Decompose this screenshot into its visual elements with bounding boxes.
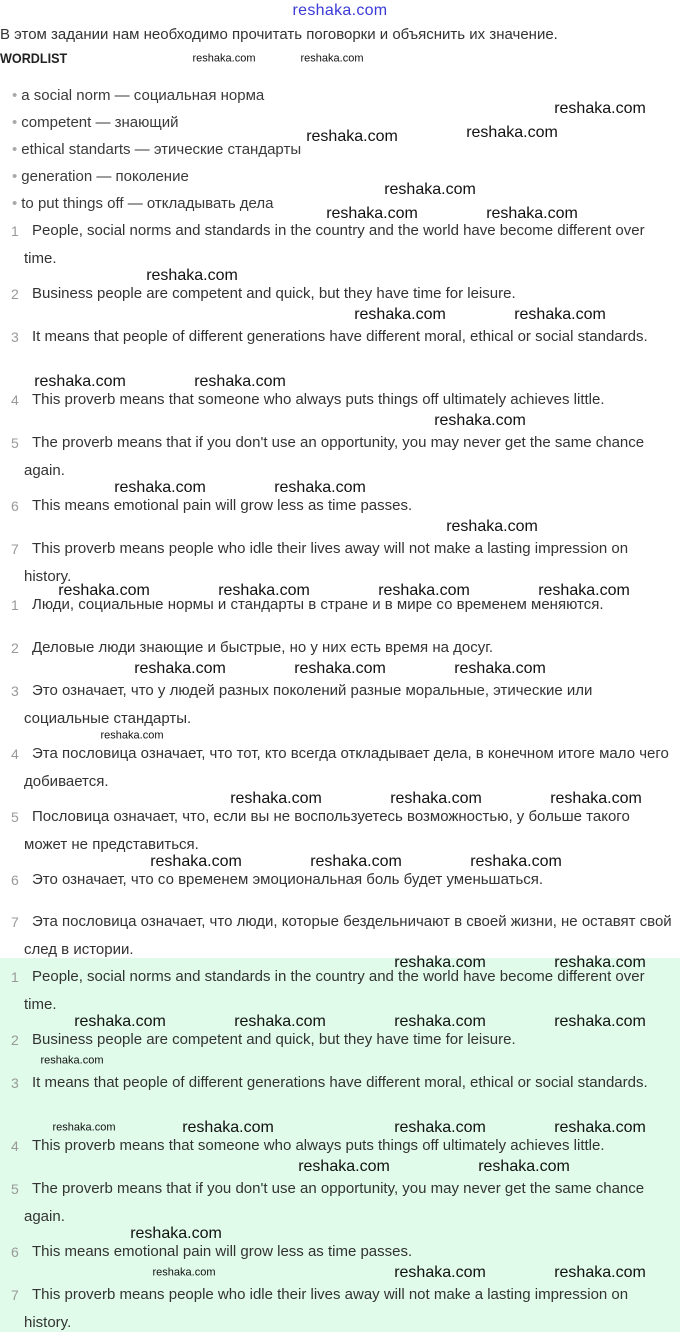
watermark: reshaka.com: [554, 1264, 646, 1281]
watermark: reshaka.com: [394, 1119, 486, 1136]
answer-text: This proverb means that someone who always puts things off ultimately achieves little.: [32, 1137, 605, 1154]
answer-number: 5: [11, 435, 19, 451]
watermark: reshaka.com: [152, 1266, 216, 1279]
answer-number: 4: [11, 1138, 19, 1154]
answer-item: [11, 803, 676, 859]
watermark: reshaka.com: [234, 1013, 326, 1030]
answer-text: Business people are competent and quick, but they have time for leisure.: [32, 285, 516, 302]
answer-number: 4: [11, 746, 19, 762]
answer-number: 1: [11, 969, 19, 985]
answer-text: Пословица означает, что, если вы не воспользуетесь возможностью, у больше такого может не представиться.: [24, 808, 630, 853]
answer-item: [11, 1175, 676, 1231]
answer-item: [11, 963, 676, 1019]
wordlist-item-text: ethical standarts — этические стандарты: [21, 141, 302, 158]
watermark: reshaka.com: [218, 582, 310, 599]
watermark: reshaka.com: [446, 518, 538, 535]
watermark: reshaka.com: [294, 660, 386, 677]
wordlist-title: WORDLIST: [0, 50, 68, 66]
watermark: reshaka.com: [300, 52, 364, 65]
watermark: reshaka.com: [230, 790, 322, 807]
watermark: reshaka.com: [394, 954, 486, 971]
watermark: reshaka.com: [466, 124, 558, 141]
answer-text: People, social norms and standards in the country and the world have become different over time.: [24, 222, 645, 267]
watermark: reshaka.com: [470, 853, 562, 870]
answer-text: This proverb means that someone who always puts things off ultimately achieves little.: [32, 391, 605, 408]
answer-item: [11, 591, 676, 619]
watermark: reshaka.com: [394, 1264, 486, 1281]
wordlist-item-text: to put things off — откладывать дела: [21, 195, 274, 212]
answer-number: 5: [11, 1181, 19, 1197]
answer-item: [11, 1069, 676, 1097]
bullet-icon: •: [12, 87, 18, 104]
watermark: reshaka.com: [538, 582, 630, 599]
answer-number: 5: [11, 809, 19, 825]
watermark: reshaka.com: [478, 1158, 570, 1175]
watermark: reshaka.com: [58, 582, 150, 599]
answer-text: This proverb means people who idle their lives away will not make a lasting impression on history.: [24, 540, 629, 585]
watermark: reshaka.com: [74, 1013, 166, 1030]
answer-text: Это означает, что у людей разных поколений разные моральные, этические или социальные стандарты.: [24, 682, 593, 727]
answer-text: This proverb means people who idle their lives away will not make a lasting impression on history.: [24, 1286, 629, 1331]
answer-text: People, social norms and standards in the country and the world have become different over time.: [24, 968, 645, 1013]
answer-item: [11, 535, 676, 591]
wordlist-item: [12, 141, 301, 158]
answer-number: 7: [11, 914, 19, 930]
watermark: reshaka.com: [554, 1119, 646, 1136]
answer-number: 2: [11, 1032, 19, 1048]
bullet-icon: •: [12, 114, 18, 131]
answer-item: [11, 740, 676, 796]
watermark: reshaka.com: [146, 267, 238, 284]
answer-number: 7: [11, 1287, 19, 1303]
watermark: reshaka.com: [378, 582, 470, 599]
wordlist-item-text: competent — знающий: [21, 114, 179, 131]
answer-item: [11, 634, 676, 662]
watermark: reshaka.com: [114, 479, 206, 496]
answer-text: It means that people of different generations have different moral, ethical or social standards.: [32, 328, 648, 345]
wordlist-item-text: generation — поколение: [21, 168, 189, 185]
answer-number: 6: [11, 1244, 19, 1260]
watermark: reshaka.com: [354, 306, 446, 323]
answer-item: [11, 386, 676, 414]
watermark: reshaka.com: [394, 1013, 486, 1030]
watermark: reshaka.com: [310, 853, 402, 870]
watermark: reshaka.com: [554, 1013, 646, 1030]
answer-item: [11, 429, 676, 485]
watermark: reshaka.com: [390, 790, 482, 807]
bullet-icon: •: [12, 141, 18, 158]
answer-text: This means emotional pain will grow less as time passes.: [32, 497, 413, 514]
watermark: reshaka.com: [554, 954, 646, 971]
answer-item: [11, 217, 676, 273]
answer-text: The proverb means that if you don't use an opportunity, you may never get the same chance again.: [24, 1180, 645, 1225]
watermark: reshaka.com: [554, 100, 646, 117]
watermark: reshaka.com: [384, 181, 476, 198]
watermark: reshaka.com: [550, 790, 642, 807]
wordlist-item: [12, 195, 274, 212]
watermark: reshaka.com: [52, 1121, 116, 1134]
answer-item: [11, 492, 676, 520]
answer-item: [11, 323, 676, 351]
answer-text: Эта пословица означает, что люди, которые бездельничают в своей жизни, не оставят свой след в истории.: [24, 913, 672, 958]
watermark: reshaka.com: [100, 729, 164, 742]
answer-item: [11, 1026, 676, 1054]
watermark: reshaka.com: [194, 373, 286, 390]
answer-item: [11, 1238, 676, 1266]
wordlist-item: [12, 168, 189, 185]
answer-number: 4: [11, 392, 19, 408]
answer-number: 6: [11, 872, 19, 888]
answer-number: 7: [11, 541, 19, 557]
watermark: reshaka.com: [182, 1119, 274, 1136]
site-logo[interactable]: reshaka.com: [292, 2, 388, 19]
watermark: reshaka.com: [40, 1054, 104, 1067]
watermark: reshaka.com: [134, 660, 226, 677]
answer-item: [11, 866, 676, 894]
answer-number: 1: [11, 223, 19, 239]
answer-number: 6: [11, 498, 19, 514]
bullet-icon: •: [12, 195, 18, 212]
watermark: reshaka.com: [192, 52, 256, 65]
watermark: reshaka.com: [130, 1225, 222, 1242]
watermark: reshaka.com: [306, 128, 398, 145]
watermark: reshaka.com: [326, 205, 418, 222]
answer-number: 3: [11, 683, 19, 699]
answer-text: Люди, социальные нормы и стандарты в стране и в мире со временем меняются.: [32, 596, 604, 613]
answer-number: 3: [11, 1075, 19, 1091]
answer-text: Business people are competent and quick, but they have time for leisure.: [32, 1031, 516, 1048]
answer-number: 3: [11, 329, 19, 345]
answer-text: Эта пословица означает, что тот, кто всегда откладывает дела, в конечном итоге мало чего добивается.: [24, 745, 669, 790]
wordlist-item-text: a social norm — социальная норма: [21, 87, 265, 104]
answer-item: [11, 677, 676, 733]
watermark: reshaka.com: [298, 1158, 390, 1175]
wordlist-item: [12, 87, 264, 104]
answer-number: 1: [11, 597, 19, 613]
answer-text: Деловые люди знающие и быстрые, но у них есть время на досуг.: [32, 639, 494, 656]
answer-item: [11, 1281, 676, 1337]
answer-item: [11, 280, 676, 308]
answer-item: [11, 908, 676, 964]
answer-text: It means that people of different generations have different moral, ethical or social standards.: [32, 1074, 648, 1091]
wordlist-item: [12, 114, 179, 131]
watermark: reshaka.com: [150, 853, 242, 870]
bullet-icon: •: [12, 168, 18, 185]
answer-text: The proverb means that if you don't use an opportunity, you may never get the same chance again.: [24, 434, 645, 479]
watermark: reshaka.com: [514, 306, 606, 323]
watermark: reshaka.com: [454, 660, 546, 677]
answer-text: Это означает, что со временем эмоциональная боль будет уменьшаться.: [32, 871, 544, 888]
watermark: reshaka.com: [274, 479, 366, 496]
answer-number: 2: [11, 640, 19, 656]
task-intro: В этом задании нам необходимо прочитать поговорки и объяснить их значение.: [0, 26, 558, 43]
answer-number: 2: [11, 286, 19, 302]
watermark: reshaka.com: [486, 205, 578, 222]
watermark: reshaka.com: [34, 373, 126, 390]
watermark: reshaka.com: [434, 412, 526, 429]
answer-text: This means emotional pain will grow less as time passes.: [32, 1243, 413, 1260]
answer-item: [11, 1132, 676, 1160]
